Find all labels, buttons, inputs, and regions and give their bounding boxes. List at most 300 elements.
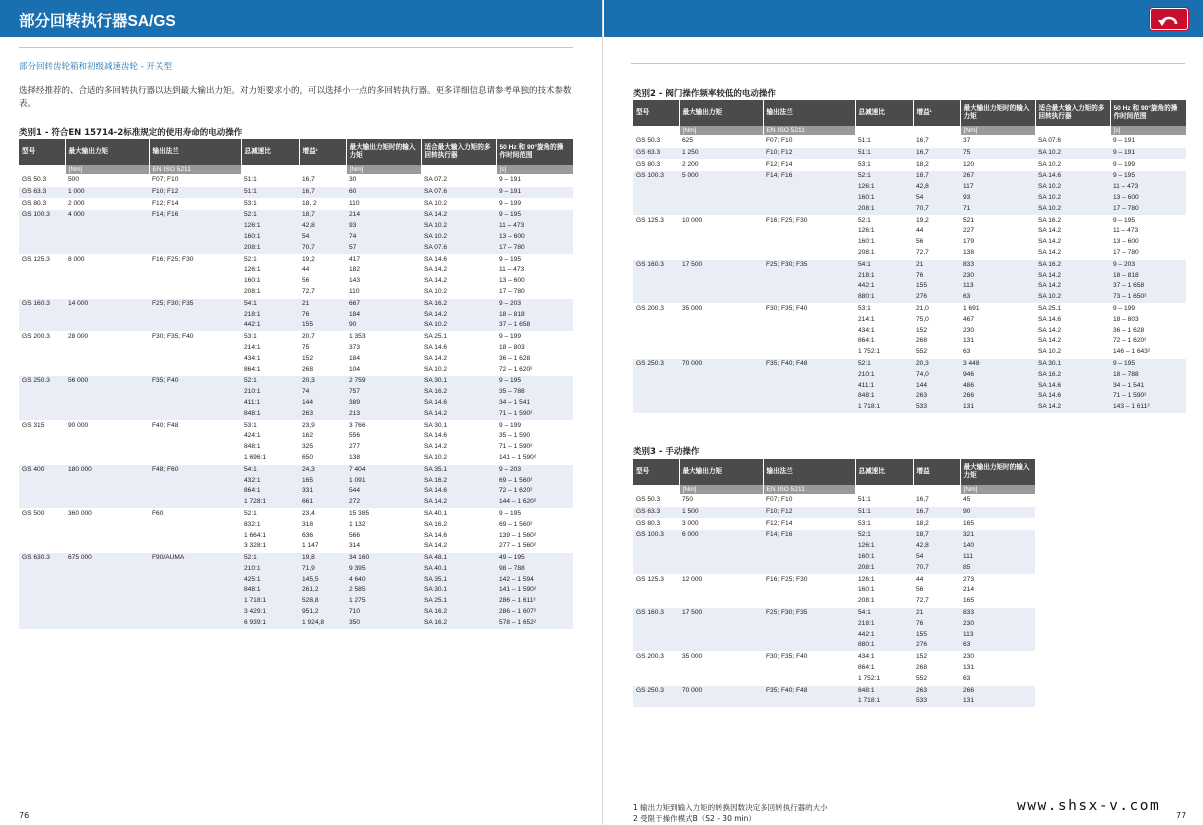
max-input-cell: 230 (960, 619, 1035, 630)
ratio-cell: 53:1 (855, 518, 913, 530)
empty-cell (149, 409, 241, 420)
max-output-cell: 360 000 (65, 508, 149, 519)
flange-cell: F90/AUMA (149, 553, 241, 564)
ratio-cell: 434:1 (855, 326, 913, 337)
table-row (633, 136, 1186, 148)
empty-cell (65, 354, 149, 365)
page-number-right: 77 (1176, 811, 1187, 820)
empty-cell (679, 204, 763, 215)
empty-cell (633, 552, 679, 563)
empty-cell (763, 347, 855, 358)
empty-cell (19, 243, 65, 254)
actuator-cell: SA 14.6 (421, 254, 496, 265)
time-cell: 141 – 1 590² (496, 585, 573, 596)
factor-cell: 268 (913, 336, 960, 347)
empty-cell (149, 221, 241, 232)
time-cell: 17 – 780 (1110, 204, 1186, 215)
factor-cell: 18,7 (299, 210, 346, 221)
type-cell: GS 250.3 (19, 376, 65, 387)
flange-cell: F60 (149, 508, 241, 519)
unit-cell: [Nm] (960, 485, 1035, 495)
column-header-act: 适合最大输入力矩的多回转执行器 (421, 139, 496, 165)
empty-cell (65, 585, 149, 596)
max-input-cell: 314 (346, 541, 421, 552)
time-cell: 11 – 473 (496, 265, 573, 276)
actuator-cell: SA 16.2 (421, 476, 496, 487)
max-output-cell: 3 000 (679, 518, 763, 530)
time-cell: 9 – 191 (1110, 136, 1186, 148)
ratio-cell: 425:1 (241, 575, 299, 586)
empty-cell (633, 336, 679, 347)
empty-cell (763, 585, 855, 596)
time-cell: 9 – 195 (496, 254, 573, 265)
table-row (19, 531, 573, 542)
type-cell: GS 125.3 (19, 254, 65, 265)
ratio-cell: 864:1 (241, 365, 299, 376)
ratio-cell: 411:1 (855, 381, 913, 392)
empty-cell (679, 391, 763, 402)
factor-cell: 71,9 (299, 564, 346, 575)
column-header-factor: 增益¹ (299, 139, 346, 165)
ratio-cell: 848:1 (241, 409, 299, 420)
max-input-cell: 1 353 (346, 332, 421, 343)
empty-cell (679, 336, 763, 347)
factor-cell: 21 (299, 298, 346, 309)
actuator-cell: SA 14.2 (421, 265, 496, 276)
column-header-type: 型号 (633, 100, 679, 126)
ratio-cell: 208:1 (241, 287, 299, 298)
ratio-cell: 54:1 (241, 298, 299, 309)
empty-cell (679, 315, 763, 326)
table-row (19, 186, 573, 198)
time-cell: 9 – 195 (1110, 171, 1186, 182)
empty-cell (149, 607, 241, 618)
max-input-cell: 417 (346, 254, 421, 265)
back-arrow-icon (1157, 11, 1181, 27)
max-input-cell: 37 (960, 136, 1035, 148)
factor-cell: 70,7 (299, 243, 346, 254)
empty-cell (633, 619, 679, 630)
max-output-cell: 6 000 (679, 530, 763, 541)
column-header-time: 50 Hz 和 90°旋角的操作时间范围 (496, 139, 573, 165)
column-header-type: 型号 (633, 459, 679, 485)
time-cell: 71 – 1 590² (496, 442, 573, 453)
factor-cell: 76 (913, 619, 960, 630)
table-row (633, 563, 1035, 574)
page-spine (602, 0, 603, 825)
actuator-cell: SA 30.1 (421, 376, 496, 387)
factor-cell: 528,8 (299, 596, 346, 607)
type-cell: GS 160.3 (19, 298, 65, 309)
table-row (633, 292, 1186, 303)
time-cell: 9 – 195 (496, 376, 573, 387)
empty-cell (65, 265, 149, 276)
empty-cell (65, 431, 149, 442)
flange-cell: F16; F25; F30 (149, 254, 241, 265)
ratio-cell: 160:1 (855, 552, 913, 563)
factor-cell: 21 (913, 607, 960, 618)
factor-cell: 331 (299, 486, 346, 497)
actuator-cell: SA 14.2 (1035, 326, 1110, 337)
table-row (19, 420, 573, 431)
actuator-cell: SA 48.1 (421, 553, 496, 564)
table-row (19, 486, 573, 497)
unit-cell: [s] (1110, 126, 1186, 136)
ratio-cell: 208:1 (855, 204, 913, 215)
table-row (633, 381, 1186, 392)
max-output-cell: 4 000 (65, 210, 149, 221)
factor-cell: 155 (913, 281, 960, 292)
table-row (633, 303, 1186, 314)
time-cell: 9 – 191 (496, 175, 573, 187)
actuator-cell: SA 14.6 (421, 343, 496, 354)
ratio-cell: 54:1 (855, 259, 913, 270)
max-input-cell: 113 (960, 630, 1035, 641)
max-input-cell: 74 (346, 232, 421, 243)
flange-cell: F35; F40; F48 (763, 685, 855, 696)
ratio-cell: 53:1 (241, 198, 299, 210)
max-input-cell: 63 (960, 674, 1035, 685)
section-subtitle: 部分回转齿轮箱和初级减速齿轮 - 开关型 (19, 62, 172, 72)
time-cell: 71 – 1 590² (496, 409, 573, 420)
actuator-cell: SA 14.6 (421, 531, 496, 542)
table-row (19, 376, 573, 387)
empty-cell (763, 281, 855, 292)
factor-cell: 16,7 (913, 136, 960, 148)
flange-cell: F48; F60 (149, 464, 241, 475)
empty-cell (633, 541, 679, 552)
ratio-cell: 848:1 (241, 442, 299, 453)
empty-cell (149, 243, 241, 254)
empty-cell (679, 552, 763, 563)
empty-cell (679, 541, 763, 552)
factor-cell: 72,7 (913, 596, 960, 607)
factor-cell: 70,7 (913, 204, 960, 215)
ratio-cell: 51:1 (855, 136, 913, 148)
factor-cell: 76 (299, 310, 346, 321)
empty-cell (633, 193, 679, 204)
column-header-flange: 输出法兰 (763, 459, 855, 485)
empty-cell (19, 398, 65, 409)
max-input-cell: 113 (960, 281, 1035, 292)
factor-cell: 1 924,8 (299, 618, 346, 629)
ratio-cell: 126:1 (241, 265, 299, 276)
empty-cell (679, 674, 763, 685)
empty-cell (65, 398, 149, 409)
empty-cell (149, 232, 241, 243)
empty-cell (65, 486, 149, 497)
ratio-cell: 3 328:1 (241, 541, 299, 552)
max-input-cell: 566 (346, 531, 421, 542)
time-cell: 9 – 203 (496, 464, 573, 475)
max-input-cell: 321 (960, 530, 1035, 541)
table-row (633, 271, 1186, 282)
empty-cell (679, 182, 763, 193)
ratio-cell: 52:1 (241, 376, 299, 387)
factor-cell: 44 (299, 265, 346, 276)
max-output-cell: 10 000 (679, 215, 763, 226)
empty-cell (19, 265, 65, 276)
flange-cell: F12; F14 (763, 518, 855, 530)
actuator-cell: SA 10.2 (1035, 147, 1110, 159)
ratio-cell: 126:1 (855, 574, 913, 585)
ratio-cell: 434:1 (241, 354, 299, 365)
max-output-cell: 14 000 (65, 298, 149, 309)
empty-cell (19, 343, 65, 354)
empty-cell (149, 596, 241, 607)
max-output-cell: 70 000 (679, 358, 763, 369)
table-row (633, 326, 1186, 337)
back-button[interactable] (1150, 8, 1188, 30)
type-cell: GS 200.3 (633, 652, 679, 663)
table-row (19, 442, 573, 453)
actuator-cell: SA 14.2 (1035, 226, 1110, 237)
max-input-cell: 85 (960, 563, 1035, 574)
empty-cell (149, 564, 241, 575)
table-row (633, 226, 1186, 237)
table-row (19, 332, 573, 343)
ratio-cell: 53:1 (241, 420, 299, 431)
table-row (19, 596, 573, 607)
empty-cell (19, 431, 65, 442)
table-row (633, 193, 1186, 204)
factor-cell: 263 (913, 685, 960, 696)
ratio-cell: 864:1 (241, 486, 299, 497)
max-input-cell: 266 (960, 391, 1035, 402)
table-row (633, 259, 1186, 270)
factor-cell: 16,7 (913, 495, 960, 507)
column-header-max_in: 最大输出力矩时的输入力矩 (960, 100, 1035, 126)
page-title: 部分回转执行器SA/GS (19, 13, 176, 30)
empty-cell (763, 596, 855, 607)
table-row (19, 276, 573, 287)
actuator-cell: SA 14.2 (421, 354, 496, 365)
column-header-max_in: 最大输出力矩时的输入力矩 (960, 459, 1035, 485)
max-input-cell: 75 (960, 147, 1035, 159)
empty-cell (633, 391, 679, 402)
unit-cell: [Nm] (679, 485, 763, 495)
ratio-cell: 160:1 (241, 276, 299, 287)
factor-cell: 261,2 (299, 585, 346, 596)
factor-cell: 16,7 (913, 506, 960, 518)
max-input-cell: 45 (960, 495, 1035, 507)
max-output-cell: 675 000 (65, 553, 149, 564)
time-cell: 9 – 199 (1110, 159, 1186, 171)
factor-cell: 54 (299, 232, 346, 243)
empty-cell (763, 696, 855, 707)
type-cell: GS 250.3 (633, 358, 679, 369)
ratio-cell: 208:1 (855, 596, 913, 607)
max-output-cell: 17 500 (679, 259, 763, 270)
actuator-cell: SA 10.2 (421, 320, 496, 331)
max-input-cell: 15 385 (346, 508, 421, 519)
empty-cell (679, 226, 763, 237)
max-output-cell: 625 (679, 136, 763, 148)
table-row (633, 506, 1035, 518)
empty-cell (679, 640, 763, 651)
actuator-cell: SA 14.2 (1035, 336, 1110, 347)
time-cell: 9 – 199 (496, 332, 573, 343)
table-row (19, 221, 573, 232)
empty-cell (149, 486, 241, 497)
actuator-cell: SA 10.2 (1035, 292, 1110, 303)
empty-cell (149, 354, 241, 365)
type-cell: GS 63.3 (19, 186, 65, 198)
ratio-cell: 411:1 (241, 398, 299, 409)
empty-cell (149, 520, 241, 531)
actuator-cell: SA 16.2 (421, 618, 496, 629)
actuator-cell: SA 14.2 (1035, 402, 1110, 413)
time-cell: 73 – 1 650² (1110, 292, 1186, 303)
flange-cell: F07; F10 (149, 175, 241, 187)
empty-cell (763, 182, 855, 193)
max-output-cell: 1 500 (679, 506, 763, 518)
table-row (633, 619, 1035, 630)
empty-cell (19, 486, 65, 497)
empty-cell (149, 310, 241, 321)
factor-cell: 152 (913, 652, 960, 663)
max-input-cell: 1 091 (346, 476, 421, 487)
flange-cell: F30; F35; F40 (149, 332, 241, 343)
time-cell: 9 – 195 (1110, 215, 1186, 226)
max-output-cell: 500 (65, 175, 149, 187)
max-input-cell: 2 759 (346, 376, 421, 387)
empty-cell (65, 575, 149, 586)
type-cell: GS 50.3 (633, 136, 679, 148)
table-row (19, 431, 573, 442)
empty-cell (149, 431, 241, 442)
factor-cell: 325 (299, 442, 346, 453)
flange-cell: F14; F16 (763, 171, 855, 182)
factor-cell: 661 (299, 497, 346, 508)
ratio-cell: 54:1 (241, 464, 299, 475)
column-header-ratio: 总减速比 (241, 139, 299, 165)
time-cell: 9 – 203 (496, 298, 573, 309)
ratio-cell: 126:1 (855, 226, 913, 237)
unit-cell (633, 485, 679, 495)
actuator-cell: SA 14.2 (421, 409, 496, 420)
actuator-cell: SA 30.1 (1035, 358, 1110, 369)
unit-cell (19, 165, 65, 175)
time-cell: 17 – 780 (496, 243, 573, 254)
actuator-cell: SA 07.6 (1035, 136, 1110, 148)
empty-cell (633, 226, 679, 237)
table-row (19, 409, 573, 420)
max-input-cell: 57 (346, 243, 421, 254)
max-input-cell: 833 (960, 259, 1035, 270)
empty-cell (19, 520, 65, 531)
table-row (19, 575, 573, 586)
actuator-cell: SA 16.2 (421, 607, 496, 618)
time-cell: 11 – 473 (1110, 226, 1186, 237)
factor-cell: 19,2 (299, 254, 346, 265)
unit-cell (633, 126, 679, 136)
factor-cell: 74,0 (913, 370, 960, 381)
table-row (633, 182, 1186, 193)
empty-cell (763, 541, 855, 552)
table-row (633, 630, 1035, 641)
actuator-cell: SA 10.2 (1035, 347, 1110, 358)
actuator-cell: SA 10.2 (421, 287, 496, 298)
factor-cell: 276 (913, 292, 960, 303)
max-input-cell: 277 (346, 442, 421, 453)
factor-cell: 56 (913, 237, 960, 248)
column-header-max_in: 最大输出力矩时的输入力矩 (346, 139, 421, 165)
max-input-cell: 93 (346, 221, 421, 232)
max-input-cell: 34 160 (346, 553, 421, 564)
type-cell: GS 500 (19, 508, 65, 519)
empty-cell (633, 182, 679, 193)
ratio-cell: 1 696:1 (241, 453, 299, 464)
empty-cell (763, 630, 855, 641)
unit-cell: [Nm] (346, 165, 421, 175)
factor-cell: 70,7 (913, 563, 960, 574)
table-row (19, 298, 573, 309)
table-row (19, 210, 573, 221)
empty-cell (65, 541, 149, 552)
factor-cell: 42,8 (299, 221, 346, 232)
empty-cell (19, 276, 65, 287)
category1-heading: 类别1 - 符合EN 15714-2标准规定的使用寿命的电动操作 (19, 128, 243, 138)
factor-cell: 76 (913, 271, 960, 282)
time-cell: 277 – 1 560² (496, 541, 573, 552)
time-cell: 13 – 600 (1110, 237, 1186, 248)
factor-cell: 75,0 (913, 315, 960, 326)
empty-cell (19, 442, 65, 453)
ratio-cell: 52:1 (241, 210, 299, 221)
actuator-cell: SA 10.2 (421, 232, 496, 243)
empty-cell (633, 237, 679, 248)
ratio-cell: 1 752:1 (855, 674, 913, 685)
time-cell: 18 – 803 (1110, 315, 1186, 326)
table-row (633, 402, 1186, 413)
unit-cell (299, 165, 346, 175)
unit-cell (1035, 126, 1110, 136)
factor-cell: 263 (299, 409, 346, 420)
empty-cell (149, 343, 241, 354)
empty-cell (679, 370, 763, 381)
time-cell: 69 – 1 560² (496, 476, 573, 487)
flange-cell: F25; F30; F35 (149, 298, 241, 309)
empty-cell (65, 607, 149, 618)
max-input-cell: 63 (960, 640, 1035, 651)
empty-cell (679, 663, 763, 674)
type-cell: GS 200.3 (633, 303, 679, 314)
time-cell: 11 – 473 (1110, 182, 1186, 193)
flange-cell: F10; F12 (763, 506, 855, 518)
empty-cell (149, 476, 241, 487)
max-input-cell: 179 (960, 237, 1035, 248)
max-input-cell: 9 395 (346, 564, 421, 575)
empty-cell (679, 271, 763, 282)
max-input-cell: 63 (960, 292, 1035, 303)
table-row (633, 347, 1186, 358)
time-cell: 72 – 1 620² (496, 365, 573, 376)
type-cell: GS 125.3 (633, 574, 679, 585)
factor-cell: 19,2 (913, 215, 960, 226)
empty-cell (19, 607, 65, 618)
empty-cell (679, 619, 763, 630)
table-row (19, 310, 573, 321)
actuator-cell: SA 16.2 (1035, 259, 1110, 270)
column-header-ratio: 总减速比 (855, 459, 913, 485)
table-row (19, 254, 573, 265)
type-cell: GS 63.3 (633, 147, 679, 159)
column-header-max_out: 最大输出力矩 (679, 100, 763, 126)
empty-cell (763, 204, 855, 215)
empty-cell (679, 381, 763, 392)
ratio-cell: 53:1 (855, 303, 913, 314)
